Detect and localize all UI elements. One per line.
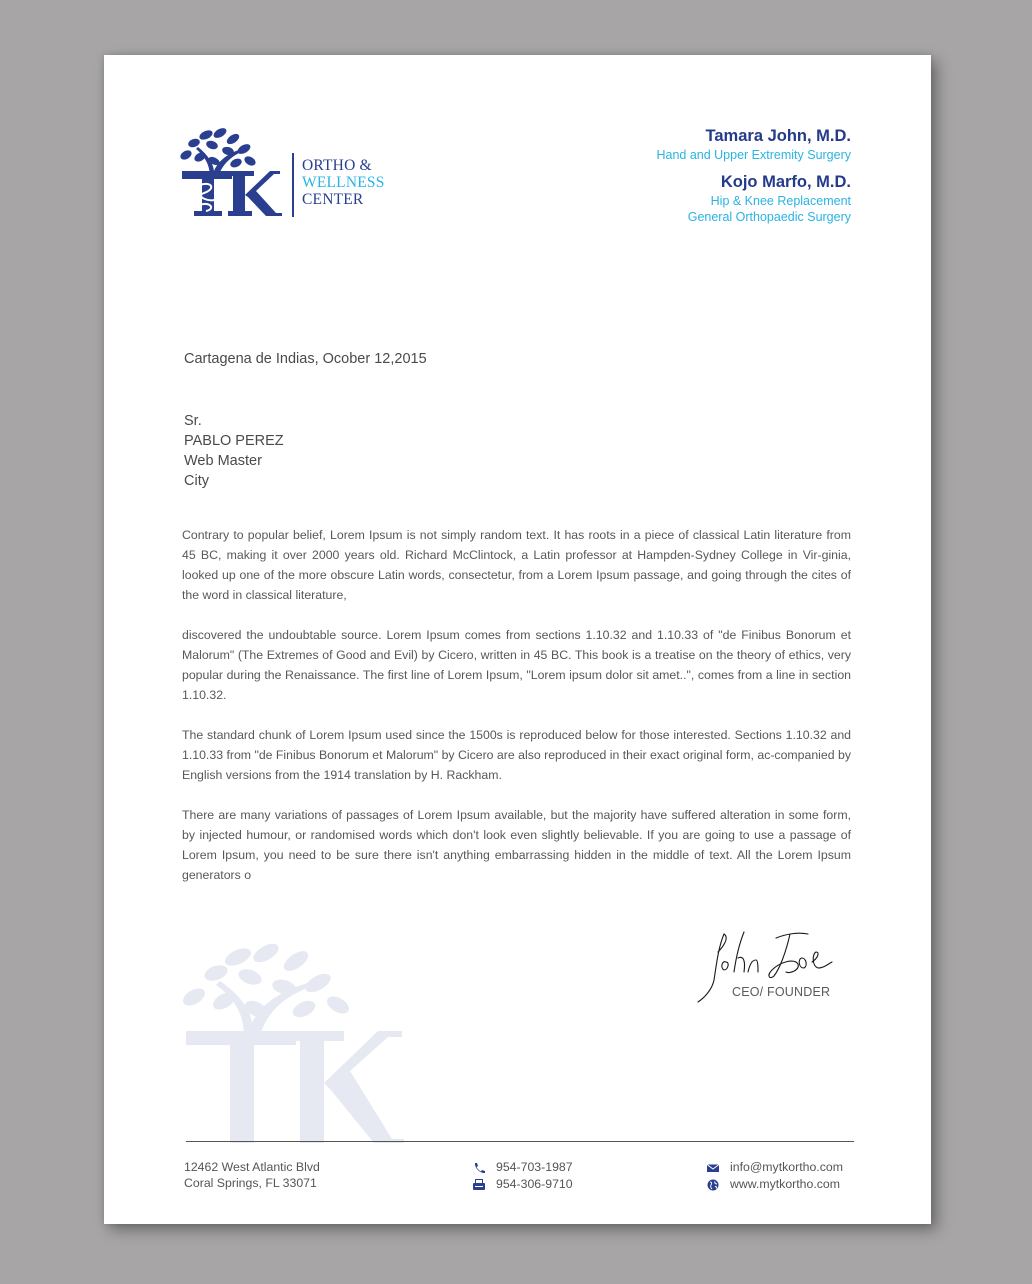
fax-number: 954-306-9710	[496, 1177, 573, 1191]
logo	[178, 127, 408, 219]
footer-phones	[472, 1159, 573, 1193]
email-row	[706, 1159, 843, 1176]
logo-line-ortho: ORTHO &	[302, 157, 372, 174]
phone-row	[472, 1159, 573, 1176]
globe-icon	[706, 1179, 720, 1191]
body-paragraph: discovered the undoubtable source. Lorem Ipsum comes from sections 1.10.32 and 1.10.33 of "de Finibus Bonorum et Malorum" (The Extremes of Good and Evil) by Cicero, written in 45 BC. This book is a treatise on the theory of ethics, very popular during the Renaissance. The first line of Lorem Ipsum, "Lorem ipsum dolor sit amet..", comes from a line in section 1.10.32.	[182, 628, 851, 702]
fax-icon	[472, 1179, 486, 1191]
tk-tree-logo-icon	[178, 127, 288, 219]
letter-body	[182, 525, 851, 905]
logo-divider	[292, 153, 294, 217]
address-line: Coral Springs, FL 33071	[184, 1176, 317, 1190]
watermark-logo-icon	[178, 943, 428, 1143]
recipient-salutation: Sr.	[184, 413, 202, 429]
doctor-name: Tamara John, M.D.	[705, 127, 851, 145]
doctor-name: Kojo Marfo, M.D.	[720, 173, 851, 191]
logo-line-center: CENTER	[302, 191, 364, 208]
email-link[interactable]: info@mytkortho.com	[730, 1160, 843, 1174]
body-paragraph: There are many variations of passages of Lorem Ipsum available, but the majority have suffered alteration in some form, by injected humour, or randomised words which don't look even slightly believable. If you are going to use a passage of Lorem Ipsum, you need to be sure there isn't anything embarrassing hidden in the middle of text. All the Lorem Ipsum generators o	[182, 808, 851, 882]
address-line: 12462 West Atlantic Blvd	[184, 1160, 320, 1174]
footer-web	[706, 1159, 843, 1193]
doctors-block	[656, 125, 851, 225]
website-row	[706, 1176, 843, 1193]
recipient-name: PABLO PEREZ	[184, 433, 284, 449]
doctor-specialty: General Orthopaedic Surgery	[687, 210, 851, 224]
letter-date: Cartagena de Indias, Ocober 12,2015	[184, 351, 427, 367]
fax-row	[472, 1176, 573, 1193]
phone-number[interactable]: 954-703-1987	[496, 1160, 573, 1174]
doctor-specialty: Hip & Knee Replacement	[710, 194, 851, 208]
logo-wordmark	[302, 157, 385, 208]
footer-divider	[186, 1141, 854, 1142]
footer-address	[184, 1159, 320, 1191]
envelope-icon	[706, 1162, 720, 1174]
recipient-title: Web Master	[184, 453, 262, 469]
body-paragraph: Contrary to popular belief, Lorem Ipsum is not simply random text. It has roots in a piece of classical Latin literature from 45 BC, making it over 2000 years old. Richard McClintock, a Latin professor at Hampden-Sydney College in Vir-ginia, looked up one of the more obscure Latin words, consectetur, from a Lorem Ipsum passage, and going through the cites of the word in classical literature,	[182, 528, 851, 602]
phone-icon	[472, 1162, 486, 1174]
body-paragraph: The standard chunk of Lorem Ipsum used since the 1500s is reproduced below for those interested. Sections 1.10.32 and 1.10.33 from "de Finibus Bonorum et Malorum" by Cicero are also reproduced in their exact original form, ac-companied by English versions from the 1914 translation by H. Rackham.	[182, 728, 851, 782]
recipient-city: City	[184, 473, 209, 489]
doctor-specialty: Hand and Upper Extremity Surgery	[656, 148, 851, 162]
letterhead-page	[104, 55, 931, 1224]
signature-title: CEO/ FOUNDER	[732, 985, 831, 999]
recipient-block	[184, 411, 284, 491]
logo-line-wellness: WELLNESS	[302, 174, 385, 191]
website-link[interactable]: www.mytkortho.com	[730, 1177, 841, 1191]
